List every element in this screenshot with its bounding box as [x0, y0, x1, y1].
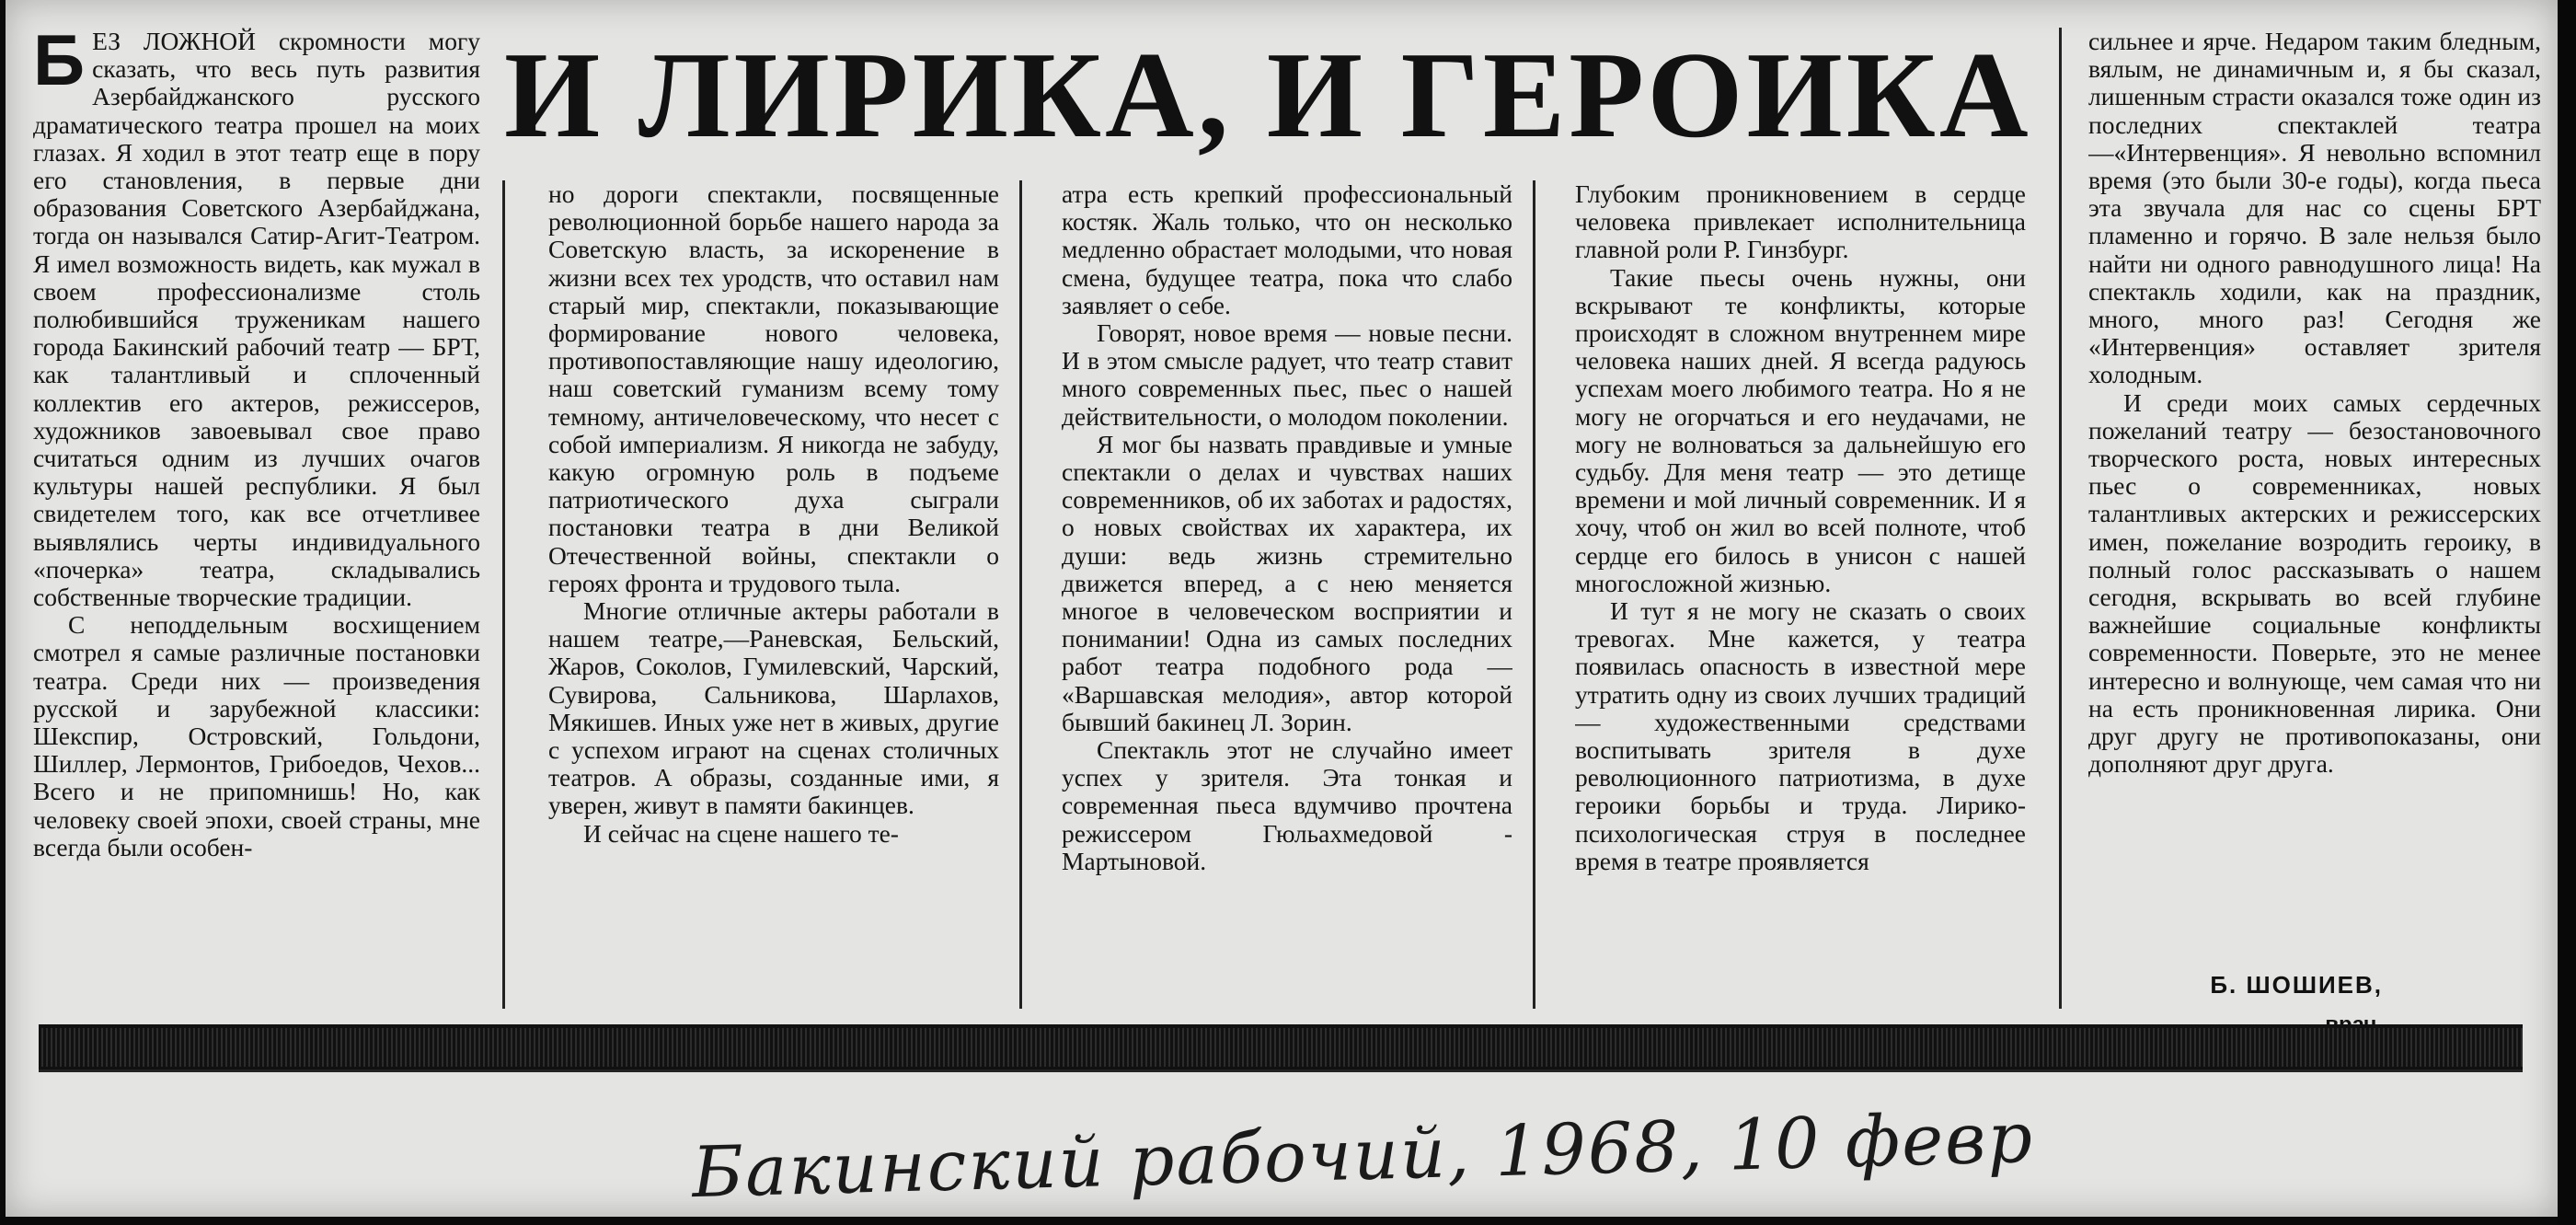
article-paragraph: С неподдельным восхищением смотрел я самые различные постановки театра. Среди них — произведения русской и зарубежной классики: Шекспир, Островский, Гольдони, Шиллер, Лермонтов, Грибоедов, Чехов... Всего и не припомнишь! Но, как человеку своей эпохи, своей страны, мне всегда были особен- — [33, 610, 480, 861]
article-paragraph: но дороги спектакли, посвященные революционной борьбе нашего народа за Советскую власть, за искоренение в жизни всех тех уродств, что оставил нам старый мир, спектакли, показывающие формирование нового человека, противопоставляющие нашу идеологию, наш советский гуманизм всему тому темному, античеловеческому, что несет с собой империализм. Я никогда не забуду, какую огромную роль в подъеме патриотического духа сыграли постановки театра в дни Великой Отечественной войны, спектакли о героях фронта и трудового тыла. — [548, 180, 999, 597]
column-rule — [1533, 180, 1535, 1009]
decorative-rule-bar — [39, 1024, 2523, 1070]
article-column-1 — [33, 28, 480, 1003]
article-paragraph: И среди моих самых сердечных пожеланий театру — безостановочного творческого роста, новых интересных пьес о современниках, новых талантливых актерских и режиссерских имен, пожелание возродить героику, в полный голос рассказывать о нашем сегодня, вскрывать во всей глубине важнейшие социальные конфликты современности. Поверьте, это не менее интересно и волнующе, чем самая что ни на есть проникновенная лирика. Они друг другу не противопоказаны, они дополняют друг друга. — [2088, 387, 2541, 779]
article-paragraph: Многие отличные актеры работали в нашем театре,—Раневская, Бельский, Жаров, Соколов, Гумилевский, Чарский, Сувирова, Сальникова, Шарлахов, Мякишев. Иных уже нет в живых, другие с успехом играют на сценах столичных театров. А образы, созданные ими, я уверен, живут в памяти бакинцев. — [548, 596, 999, 820]
article-column-2 — [548, 180, 999, 1009]
article-paragraph: сильнее и ярче. Недаром таким бледным, вялым, не динамичным и, я бы сказал, лишенным страсти оказался тоже один из последних спектаклей театра—«Интервенция». Я невольно вспомнил время (это были 30-е годы), когда пьеса эта звучала для нас со сцены БРТ пламенно и горячо. В зале нельзя было найти ни одного равнодушного лица! На спектакль ходили, как на праздник, много, много раз! Сегодня же «Интервенция» оставляет зрителя холодным. — [2088, 28, 2541, 389]
article-paragraph: Такие пьесы очень нужны, они вскрывают те конфликты, которые происходят в сложном внутреннем мире человека наших дней. Я всегда радуюсь успехам моего любимого театра. Но я не могу не огорчаться и его неудачами, не могу не волноваться за дальнейшую его судьбу. Для меня театр — это детище времени и мой личный современник. И я хочу, чтоб он жил во всей полноте, чтоб сердце его билось в унисон с нашей многосложной жизнью. — [1575, 262, 2026, 597]
article-paragraph: И тут я не могу не сказать о своих тревогах. Мне кажется, у театра появилась опасность в известной мере утратить одну из своих лучших традиций — художественными средствами воспитывать зрителя в духе революционного патриотизма, в духе героики борьбы и труда. Лирико-психологическая струя в последнее время в театре проявляется — [1575, 596, 2026, 875]
column-rule — [502, 180, 505, 1009]
article-column-3 — [1062, 180, 1512, 1009]
drop-cap: Б — [33, 28, 86, 100]
decorative-rule-line — [39, 1069, 2523, 1072]
article-paragraph: И сейчас на сцене нашего те- — [583, 818, 899, 848]
column-rule — [2059, 28, 2062, 1009]
article-paragraph: Говорят, новое время — новые песни. И в этом смысле радует, что театр ставит много современных пьес, пьес о нашей действительности, о молодом поколении. — [1062, 318, 1512, 431]
handwritten-source-note: Бакинский рабочий, 1968, 10 февр — [691, 1095, 2036, 1214]
author-name: Б. ШОШИЕВ, — [2210, 971, 2383, 999]
column-rule — [1019, 180, 1022, 1009]
article-column-4 — [1575, 180, 2026, 1009]
headline: И ЛИРИКА, И ГЕРОИКА — [504, 27, 2032, 163]
article-paragraph: Спектакль этот не случайно имеет успех у зрителя. Эта тонкая и современная пьеса вдумчиво прочтена режиссером Гюльахмедовой - Мартыновой. — [1062, 735, 1512, 875]
article-paragraph: атра есть крепкий профессиональный костяк. Жаль только, что он несколько медленно обрастает молодыми, что новая смена, будущее театра, пока что слабо заявляет о себе. — [1062, 180, 1512, 319]
article-paragraph: Глубоким проникновением в сердце человека привлекает исполнительница главной роли Р. Гинзбург. — [1575, 180, 2026, 264]
article-paragraph: Я мог бы назвать правдивые и умные спектакли о делах и чувствах наших современников, об их заботах и радостях, о новых свойствах их характера, их души: ведь жизнь стремительно движется вперед, а с нею меняется многое в человеческом восприятии и понимании! Одна из самых последних работ театра подобного рода — «Варшавская мелодия», автор которой бывший бакинец Л. Зорин. — [1062, 429, 1512, 736]
article-column-5 — [2088, 28, 2541, 959]
article-paragraph: БЕЗ ЛОЖНОЙ скромности могу сказать, что весь путь развития Азербайджанского русского драматического театра прошел на моих глазах. Я ходил в этот театр еще в пору его становления, в первые дни образования Советского Азербайджана, тогда он назывался Сатир-Агит-Театром. Я имел возможность видеть, как мужал в своем профессионализме столь полюбившийся труженикам нашего города Бакинский рабочий театр — БРТ, как талантливый и сплоченный коллектив его актеров, режиссеров, художников завоевывал свое право считаться одним из лучших очагов культуры нашей республики. Я был свидетелем того, как все отчетливее выявлялись черты индивидуального «почерка» театра, складывались собственные творческие традиции. — [33, 28, 480, 612]
scan-edge — [2558, 0, 2576, 1225]
